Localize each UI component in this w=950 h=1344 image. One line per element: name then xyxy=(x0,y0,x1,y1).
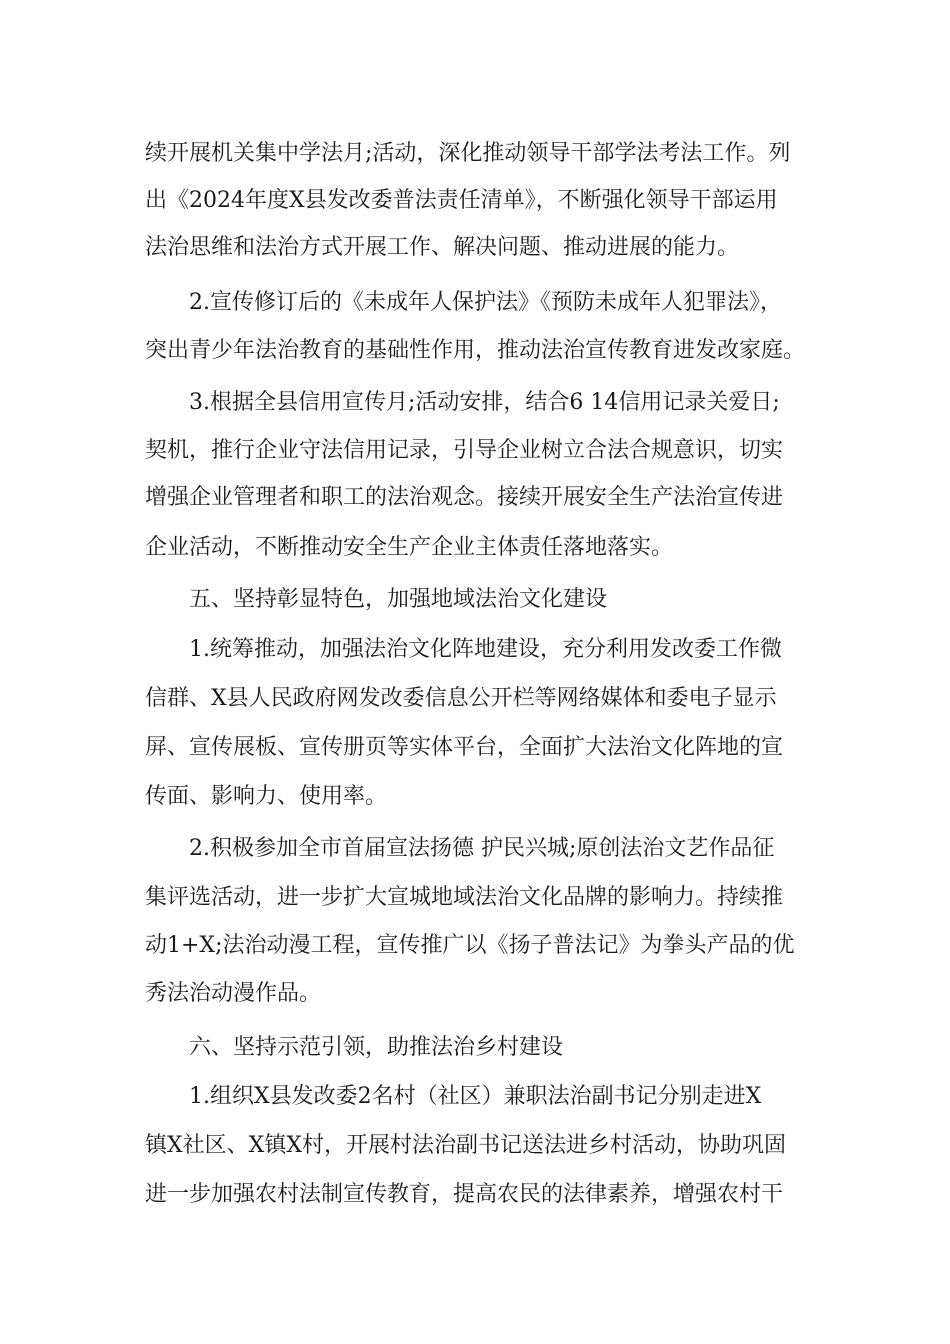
text-line-21: 镇X社区、X镇X村，开展村法治副书记送法进乡村活动，协助巩固 xyxy=(145,1133,786,1158)
text-line-12: 信群、X县人民政府网发改委信息公开栏等网络媒体和委电子显示 xyxy=(145,686,777,711)
text-line-2: 出《2024年度X县发改委普法责任清单》，不断强化领导干部运用 xyxy=(145,188,778,213)
text-line-14: 传面、影响力、使用率。 xyxy=(145,784,388,809)
text-line-22: 进一步加强农村法制宣传教育，提高农民的法律素养，增强农村干 xyxy=(145,1182,784,1207)
text-line-16: 集评选活动，进一步扩大宣城地域法治文化品牌的影响力。持续推 xyxy=(145,885,784,910)
text-line-13: 屏、宣传展板、宣传册页等实体平台，全面扩大法治文化阵地的宣 xyxy=(145,735,784,760)
section-heading-5: 五、坚持彰显特色，加强地域法治文化建设 xyxy=(189,587,608,612)
text-line-4: 2.宣传修订后的《未成年人保护法》《预防未成年人犯罪法》， xyxy=(189,290,782,315)
text-line-15: 2.积极参加全市首届宣法扬德 护民兴城;原创法治文艺作品征 xyxy=(189,836,775,861)
section-heading-6: 六、坚持示范引领，助推法治乡村建设 xyxy=(189,1035,564,1060)
text-line-7: 契机，推行企业守法信用记录，引导企业树立合法合规意识，切实 xyxy=(145,438,784,463)
text-line-9: 企业活动，不断推动安全生产企业主体责任落地落实。 xyxy=(145,535,674,560)
text-line-17: 动1+X;法治动漫工程，宣传推广以《扬子普法记》为拳头产品的优 xyxy=(145,933,795,958)
text-line-18: 秀法治动漫作品。 xyxy=(145,981,322,1006)
text-line-11: 1.统筹推动，加强法治文化阵地建设，充分利用发改委工作微 xyxy=(189,637,782,662)
text-line-5: 突出青少年法治教育的基础性作用，推动法治宣传教育进发改家庭。 xyxy=(145,338,806,363)
text-line-1: 续开展机关集中学法月;活动，深化推动领导干部学法考法工作。列 xyxy=(145,141,791,166)
text-line-6: 3.根据全县信用宣传月;活动安排，结合6 14信用记录关爱日; xyxy=(189,390,780,415)
text-line-20: 1.组织X县发改委2名村（社区）兼职法治副书记分别走进X xyxy=(189,1084,762,1109)
text-line-8: 增强企业管理者和职工的法治观念。接续开展安全生产法治宣传进 xyxy=(145,485,784,510)
text-line-3: 法治思维和法治方式开展工作、解决问题、推动进展的能力。 xyxy=(145,235,740,260)
